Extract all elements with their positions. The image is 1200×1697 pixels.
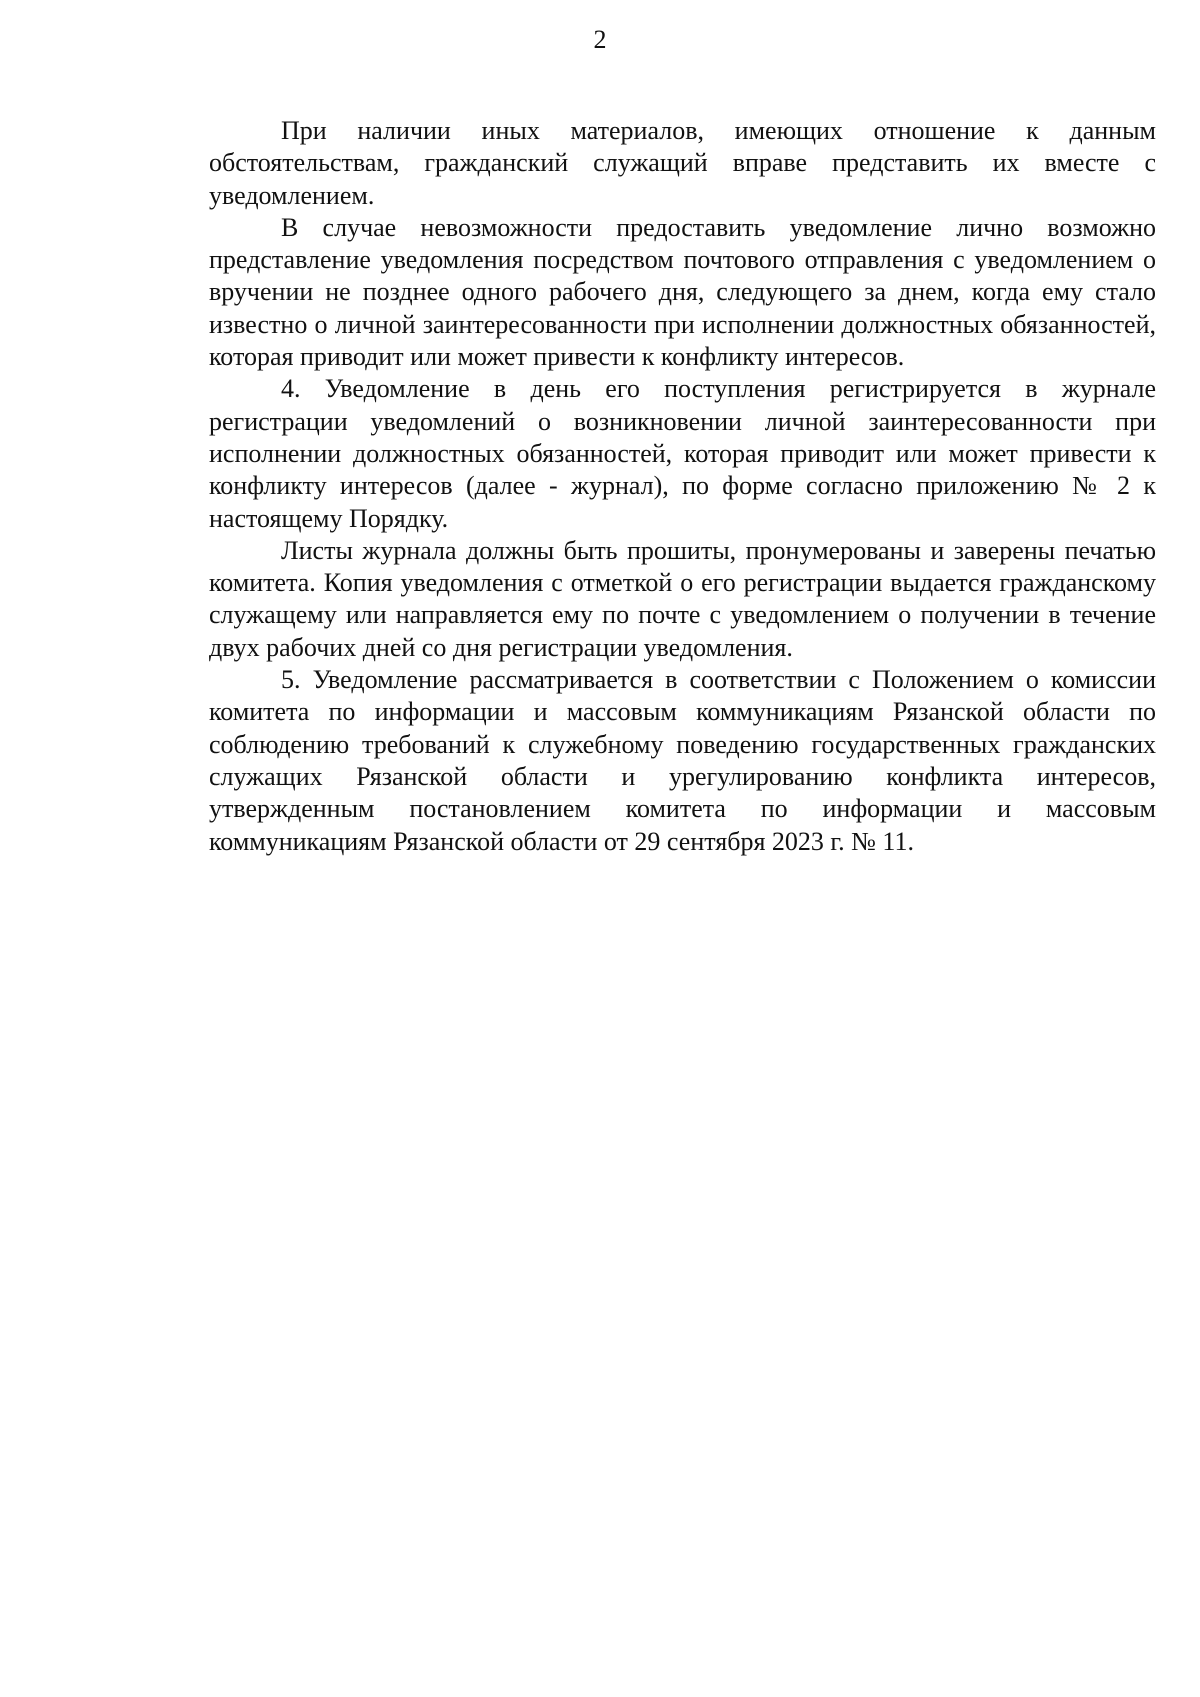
- paragraph-item-5-review: 5. Уведомление рассматривается в соответствии с Положением о комиссии комитета по информации и массовым коммуникациям Рязанской области по соблюдению требований к служебному поведению государственных гражданских служащих Рязанской области и урегулированию конфликта интересов, утвержденным постановлением комитета по информации и массовым коммуникациям Рязанской области от 29 сентября 2023 г. № 11.: [209, 665, 1156, 856]
- paragraph-journal-sheets: Листы журнала должны быть прошиты, пронумерованы и заверены печатью комитета. Копия уведомления с отметкой о его регистрации выдается гражданскому служащему или направляется ему по почте с уведомлением о получении в течение двух рабочих дней со дня регистрации уведомления.: [209, 535, 1156, 662]
- document-body: [209, 115, 1156, 858]
- paragraph-other-materials: При наличии иных материалов, имеющих отношение к данным обстоятельствам, гражданский служащий вправе представить их вместе с уведомлением.: [209, 116, 1156, 210]
- page-number: 2: [593, 25, 607, 54]
- paragraph-item-4-registration: 4. Уведомление в день его поступления регистрируется в журнале регистрации уведомлений о возникновении личной заинтересованности при исполнении должностных обязанностей, которая приводит или может привести к конфликту интересов (далее - журнал), по форме согласно приложению № 2 к настоящему Порядку.: [209, 374, 1156, 533]
- paragraph-postal-submission: В случае невозможности предоставить уведомление лично возможно представление уведомления посредством почтового отправления с уведомлением о вручении не позднее одного рабочего дня, следующего за днем, когда ему стало известно о личной заинтересованности при исполнении должностных обязанностей, которая приводит или может привести к конфликту интересов.: [209, 212, 1156, 372]
